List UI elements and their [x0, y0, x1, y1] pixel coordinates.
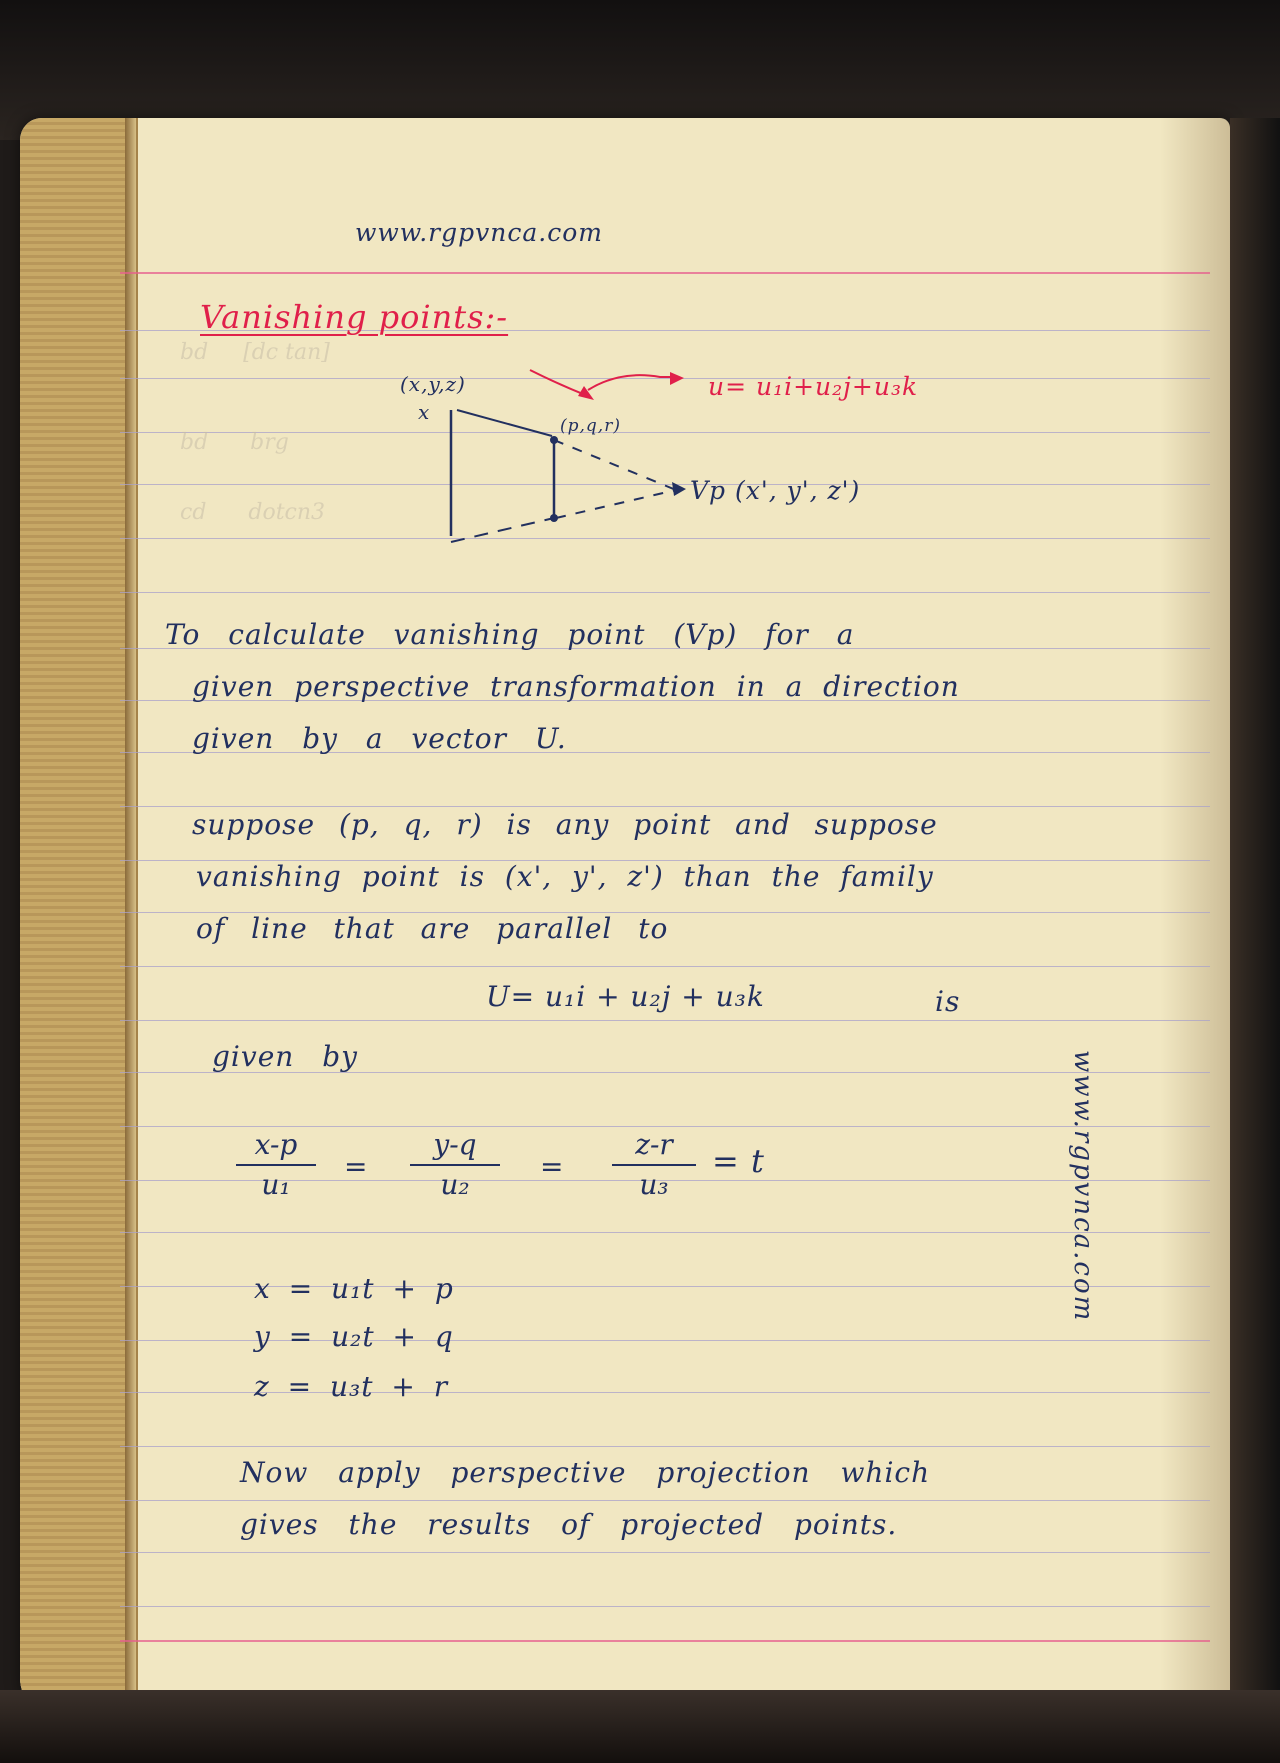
show-through-text: bd brg — [180, 430, 289, 455]
vertical-site-watermark: www.rgpvnca.com — [1068, 1050, 1098, 1323]
ruled-line — [120, 1126, 1210, 1127]
fraction-y-bar — [410, 1164, 500, 1166]
diagram-axis-label: x — [418, 400, 431, 424]
fraction-z — [612, 1128, 696, 1202]
paragraph1-line2: given perspective transformation in a direction — [192, 670, 960, 703]
fraction-y-num: y-q — [433, 1128, 477, 1161]
show-through-text: cd dotcn3 — [180, 500, 326, 525]
fraction-x-bar — [236, 1164, 316, 1166]
fraction-z-num: z-r — [635, 1128, 673, 1161]
equation-x: x = u₁t + p — [254, 1272, 454, 1305]
section-title: Vanishing points:- — [200, 298, 509, 336]
diagram-point-a-label: (x,y,z) — [400, 372, 466, 396]
ruled-line — [120, 1020, 1210, 1021]
ruled-line — [120, 806, 1210, 807]
conclusion-line2: gives the results of projected points. — [240, 1508, 898, 1541]
equation-y: y = u₂t + q — [254, 1320, 454, 1353]
paragraph2-line1: suppose (p, q, r) is any point and suppose — [192, 808, 938, 841]
page-spine — [20, 118, 138, 1718]
ruled-line — [120, 966, 1210, 967]
show-through-text: bd [dc tan] — [180, 340, 330, 365]
page-shade — [1160, 118, 1230, 1718]
paragraph2-line2: vanishing point is (x', y', z') than the family — [196, 860, 934, 893]
fraction-z-den: u₃ — [639, 1168, 669, 1201]
vector-equation-suffix: is — [935, 985, 961, 1018]
diagram-point-b-label: (p,q,r) — [560, 416, 621, 436]
ruled-line — [120, 592, 1210, 593]
paragraph2-line3: of line that are parallel to — [196, 912, 669, 945]
diagram-vector-label: u= u₁i+u₂j+u₃k — [708, 372, 919, 401]
fraction-y-den: u₂ — [440, 1168, 470, 1201]
equals-sign-2: = — [540, 1150, 565, 1183]
header-site-text: www.rgpvnca.com — [355, 218, 603, 247]
ruled-line — [120, 1446, 1210, 1447]
fraction-z-bar — [612, 1164, 696, 1166]
equation-z: z = u₃t + r — [254, 1370, 449, 1403]
ruled-line — [120, 378, 1210, 379]
ruled-line — [120, 1232, 1210, 1233]
fraction-x-num: x-p — [254, 1128, 298, 1161]
fraction-y — [410, 1128, 500, 1202]
fraction-x — [236, 1128, 316, 1202]
page-binding — [125, 118, 136, 1718]
bottom-edge-shadow — [0, 1690, 1280, 1763]
paragraph1-line3: given by a vector U. — [192, 722, 567, 755]
vector-equation: U= u₁i + u₂j + u₃k — [486, 980, 765, 1013]
fraction-x-den: u₁ — [261, 1168, 291, 1201]
given-by-text: given by — [212, 1040, 358, 1073]
ruled-line — [120, 538, 1210, 539]
diagram-vanishing-label: Vp (x', y', z') — [690, 476, 861, 505]
equals-t: = t — [712, 1142, 765, 1180]
equals-sign-1: = — [344, 1150, 369, 1183]
paragraph1-line1: To calculate vanishing point (Vp) for a — [165, 618, 855, 651]
ruled-line — [120, 1552, 1210, 1553]
ruled-line — [120, 484, 1210, 485]
right-edge-shadow — [1230, 118, 1280, 1718]
conclusion-line1: Now apply perspective projection which — [240, 1456, 931, 1489]
bottom-margin-line — [120, 1640, 1210, 1642]
ruled-line — [120, 1606, 1210, 1607]
top-margin-line — [120, 272, 1210, 274]
ruled-line — [120, 1500, 1210, 1501]
